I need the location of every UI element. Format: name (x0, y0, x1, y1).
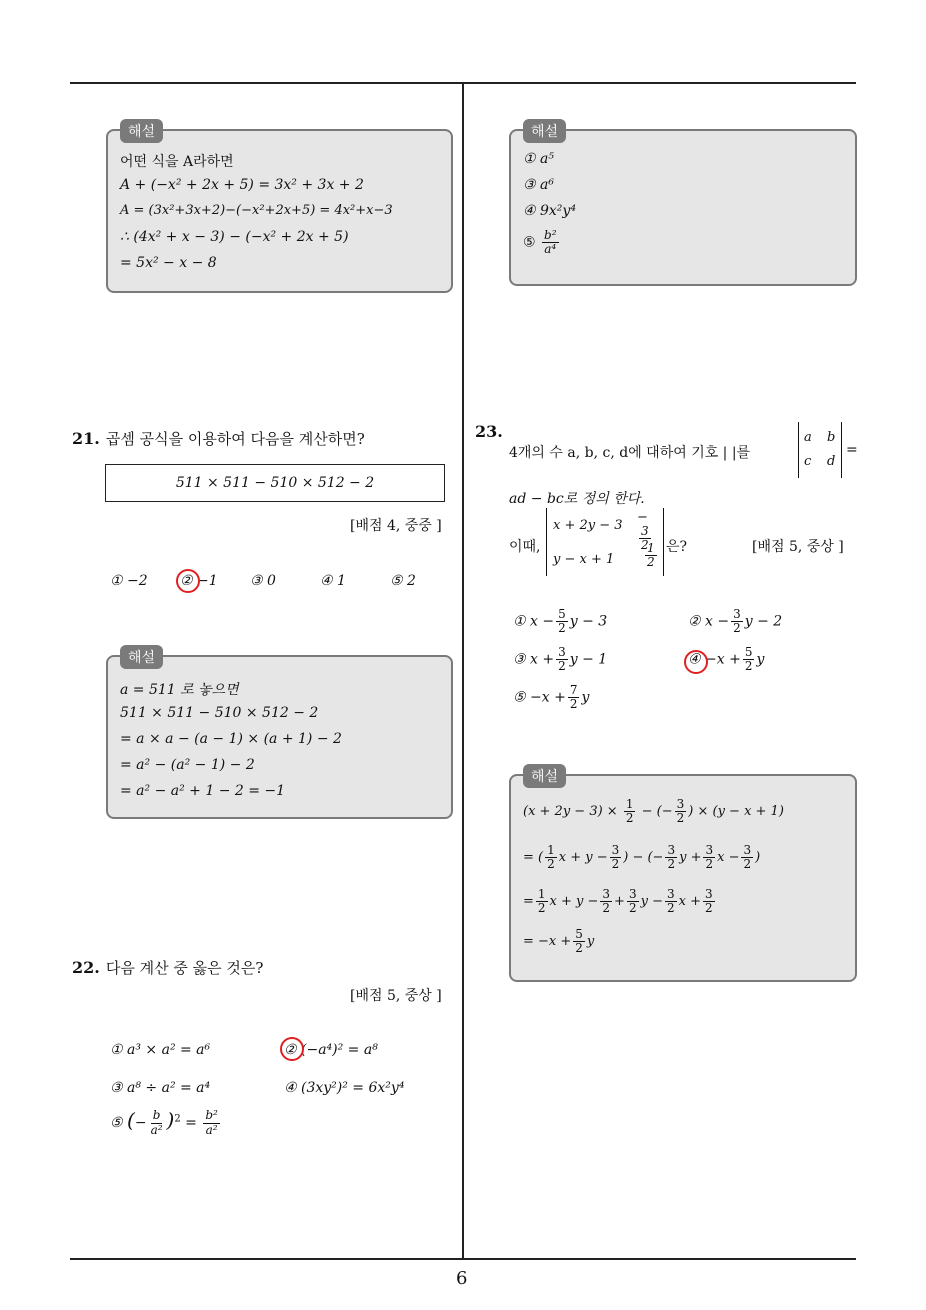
fraction (203, 1109, 220, 1136)
fraction (741, 844, 753, 871)
denominator: 2 (602, 901, 611, 916)
solution-line (523, 798, 784, 825)
option-5[interactable]: ⑤ 2 (390, 573, 416, 589)
denominator: 2 (744, 659, 753, 674)
fraction (568, 684, 580, 711)
question-23-prompt: 이때, (509, 539, 541, 555)
fraction (610, 844, 622, 871)
denominator: 2 (558, 621, 566, 636)
denominator: 2 (547, 857, 555, 872)
option-1[interactable]: ① a³ × a² = a⁶ (110, 1042, 211, 1058)
fraction (675, 798, 687, 825)
option-label: ④ −x + (688, 651, 741, 668)
numerator: 3 (611, 843, 620, 857)
numerator: 5 (744, 645, 753, 659)
matrix-d: d (827, 454, 836, 469)
denominator: 2 (537, 901, 546, 916)
numerator: 3 (705, 843, 714, 857)
option-label: ② x − (688, 613, 730, 630)
fraction (665, 844, 677, 871)
solution-line: 어떤 식을 A라하면 (120, 154, 234, 170)
option-label: ③ x + (513, 651, 555, 668)
denominator: 2 (667, 857, 676, 872)
question-23-text (509, 442, 750, 462)
question-23-number (475, 422, 509, 441)
solution-line (523, 844, 760, 871)
denominator: 2 (575, 941, 583, 956)
solution-line: a = 511 로 놓으면 (120, 682, 239, 698)
expr-part: y + (679, 850, 702, 866)
fraction (573, 928, 585, 955)
numerator: 3 (733, 607, 741, 621)
solution-box-21 (106, 650, 453, 819)
denominator: 2 (641, 538, 649, 553)
answer-circle (684, 650, 708, 674)
expr-part: x + y − (549, 894, 599, 910)
question-number: 23. (475, 422, 503, 441)
expr-part: = ( (523, 850, 544, 866)
fraction (743, 646, 755, 673)
numerator: 3 (667, 843, 676, 857)
minus-sign: − (637, 510, 648, 525)
option-5[interactable]: ⑤ (− $\frac{b}{\text{a²}}$ )$^2$ = $\frac{\text{b²}}{\text{a²}}$ (110, 1108, 218, 1137)
numerator: 3 (743, 843, 752, 857)
question-number: 21. (72, 429, 100, 448)
fraction (627, 888, 639, 915)
determinant (546, 508, 664, 576)
expr-part: x + (678, 894, 701, 910)
fraction (556, 646, 568, 673)
question-number: 22. (72, 958, 100, 977)
solution-line: A = (3x²+3x+2)−(−x²+2x+5) = 4x²+x−3 (120, 203, 393, 218)
expr-part: (x + 2y − 3) × (523, 804, 618, 820)
solution-line: ∴ (4x² + x − 3) − (−x² + 2x + 5) (120, 229, 349, 245)
denominator: 2 (611, 857, 620, 872)
solution-tag: 해설 (120, 645, 163, 669)
expr-part: y (586, 934, 595, 950)
expr-part: = (523, 894, 534, 910)
det-a: x + 2y − 3 (553, 518, 623, 533)
denominator: a² (150, 1122, 163, 1137)
det-c: y − x + 1 (553, 552, 615, 567)
option-label: ⑤ (110, 1115, 123, 1131)
option-label: ① x − (513, 613, 555, 630)
question-22-score: [배점 5, 중상 ] (350, 988, 442, 1004)
option-5[interactable] (513, 684, 589, 711)
expr-part: + (614, 894, 625, 910)
denominator: a² (205, 1122, 218, 1137)
fraction (624, 798, 636, 825)
solution-box-23 (509, 769, 857, 982)
denominator: 2 (704, 901, 713, 916)
fraction (545, 844, 557, 871)
numerator: 3 (666, 887, 675, 901)
fraction (556, 608, 568, 635)
matrix-b: b (827, 430, 836, 445)
numerator: 1 (547, 843, 555, 857)
numerator: 1 (647, 541, 655, 555)
answer-circle (176, 569, 200, 593)
option-4[interactable]: ④ 1 (320, 573, 346, 589)
question-21-title (72, 428, 365, 449)
solution-line: = a × a − (a − 1) × (a + 1) − 2 (120, 731, 342, 747)
option-4[interactable]: ④ (3xy²)² = 6x²y⁴ (284, 1080, 405, 1096)
denominator: 2 (743, 857, 752, 872)
numerator: 3 (558, 645, 566, 659)
denominator: a⁴ (544, 242, 557, 257)
fraction (703, 888, 715, 915)
solution-line: ③ a⁶ (523, 177, 554, 193)
numerator: 3 (704, 887, 713, 901)
question-22-title (72, 957, 263, 978)
option-tail: y − 3 (569, 613, 608, 630)
denominator: 2 (569, 697, 578, 712)
option-2[interactable] (688, 608, 782, 635)
solution-line: = a² − a² + 1 − 2 = −1 (120, 783, 286, 799)
fraction (149, 1109, 165, 1136)
solution-tag: 해설 (523, 119, 566, 143)
solution-box-20 (106, 124, 453, 293)
numerator: b (152, 1108, 161, 1123)
fraction (600, 888, 612, 915)
fraction (703, 844, 715, 871)
numerator: 1 (625, 797, 634, 811)
question-23-definition: ad − bc로 정의 한다. (509, 491, 645, 507)
option-2[interactable]: ② −1 (180, 573, 218, 589)
denominator: 2 (666, 901, 675, 916)
question-23-score: [배점 5, 중상 ] (752, 539, 844, 555)
column-divider (462, 82, 464, 1260)
question-text: 곱셈 공식을 이용하여 다음을 계산하면? (105, 430, 365, 448)
option-2[interactable]: ② (−a⁴)² = a⁸ (284, 1042, 378, 1058)
fraction (665, 888, 677, 915)
numerator: b² (544, 228, 557, 242)
denominator: 2 (676, 811, 685, 826)
numerator: 3 (641, 524, 649, 538)
numerator: 7 (569, 683, 578, 697)
expr-part: ) × (y − x + 1) (688, 804, 784, 820)
bottom-rule (70, 1258, 856, 1260)
denominator: 2 (558, 659, 566, 674)
numerator: 5 (575, 927, 583, 941)
question-text: 4개의 수 a, b, c, d에 대하여 기호 | |를 (509, 445, 751, 461)
denominator: 2 (733, 621, 741, 636)
numerator: 3 (676, 797, 685, 811)
numerator: b² (205, 1108, 218, 1123)
expr-part: x − (717, 850, 740, 866)
expr-part: y − (640, 894, 663, 910)
solution-line: A + (−x² + 2x + 5) = 3x² + 3x + 2 (120, 177, 364, 193)
answer-circle (280, 1037, 304, 1061)
solution-line: ④ 9x²y⁴ (523, 203, 576, 219)
denominator: 2 (628, 901, 637, 916)
denominator: 2 (705, 857, 714, 872)
option-1[interactable]: ① −2 (110, 573, 148, 589)
option-tail: y (756, 651, 765, 668)
option-tail: y − 2 (744, 613, 783, 630)
equals: = (846, 442, 858, 458)
option-label: ⑤ −x + (513, 689, 566, 706)
solution-line (523, 888, 717, 915)
option-label: ⑤ (523, 234, 536, 251)
fraction (731, 608, 743, 635)
option-tail: y (581, 689, 590, 706)
option-3[interactable]: ③ 0 (250, 573, 276, 589)
option-3[interactable] (513, 646, 607, 673)
question-text: 다음 계산 중 옳은 것은? (105, 959, 264, 977)
numerator: 3 (628, 887, 637, 901)
page-number: 6 (456, 1268, 468, 1289)
solution-line (523, 229, 561, 256)
solution-box-19 (509, 124, 857, 286)
expr-part: ) (755, 850, 761, 866)
numerator: 1 (537, 887, 546, 901)
denominator: 2 (647, 555, 655, 570)
solution-tag: 해설 (120, 119, 163, 143)
solution-line: 511 × 511 − 510 × 512 − 2 (120, 705, 319, 721)
solution-line: = a² − (a² − 1) − 2 (120, 757, 255, 773)
fraction (542, 229, 559, 256)
det-d (645, 542, 657, 569)
question-21-expression: 511 × 511 − 510 × 512 − 2 (105, 464, 445, 502)
option-1[interactable] (513, 608, 607, 635)
matrix-c: c (804, 454, 812, 469)
solution-line: = 5x² − x − 8 (120, 255, 217, 271)
solution-line: ① a⁵ (523, 151, 554, 167)
expr-part: ) − (− (623, 850, 664, 866)
expr-part: = −x + (523, 934, 572, 950)
option-tail: y − 1 (569, 651, 608, 668)
matrix-definition (798, 422, 842, 478)
solution-line (523, 928, 594, 955)
numerator: 3 (602, 887, 611, 901)
expr-part: x + y − (558, 850, 608, 866)
question-21-score: [배점 4, 중중 ] (350, 518, 442, 534)
matrix-a: a (804, 430, 812, 445)
numerator: 5 (558, 607, 566, 621)
option-3[interactable]: ③ a⁸ ÷ a² = a⁴ (110, 1080, 211, 1096)
question-23-suffix: 은? (666, 539, 688, 555)
fraction (536, 888, 548, 915)
denominator: 2 (625, 811, 634, 826)
expr-part: − (− (641, 804, 673, 820)
solution-tag: 해설 (523, 764, 566, 788)
